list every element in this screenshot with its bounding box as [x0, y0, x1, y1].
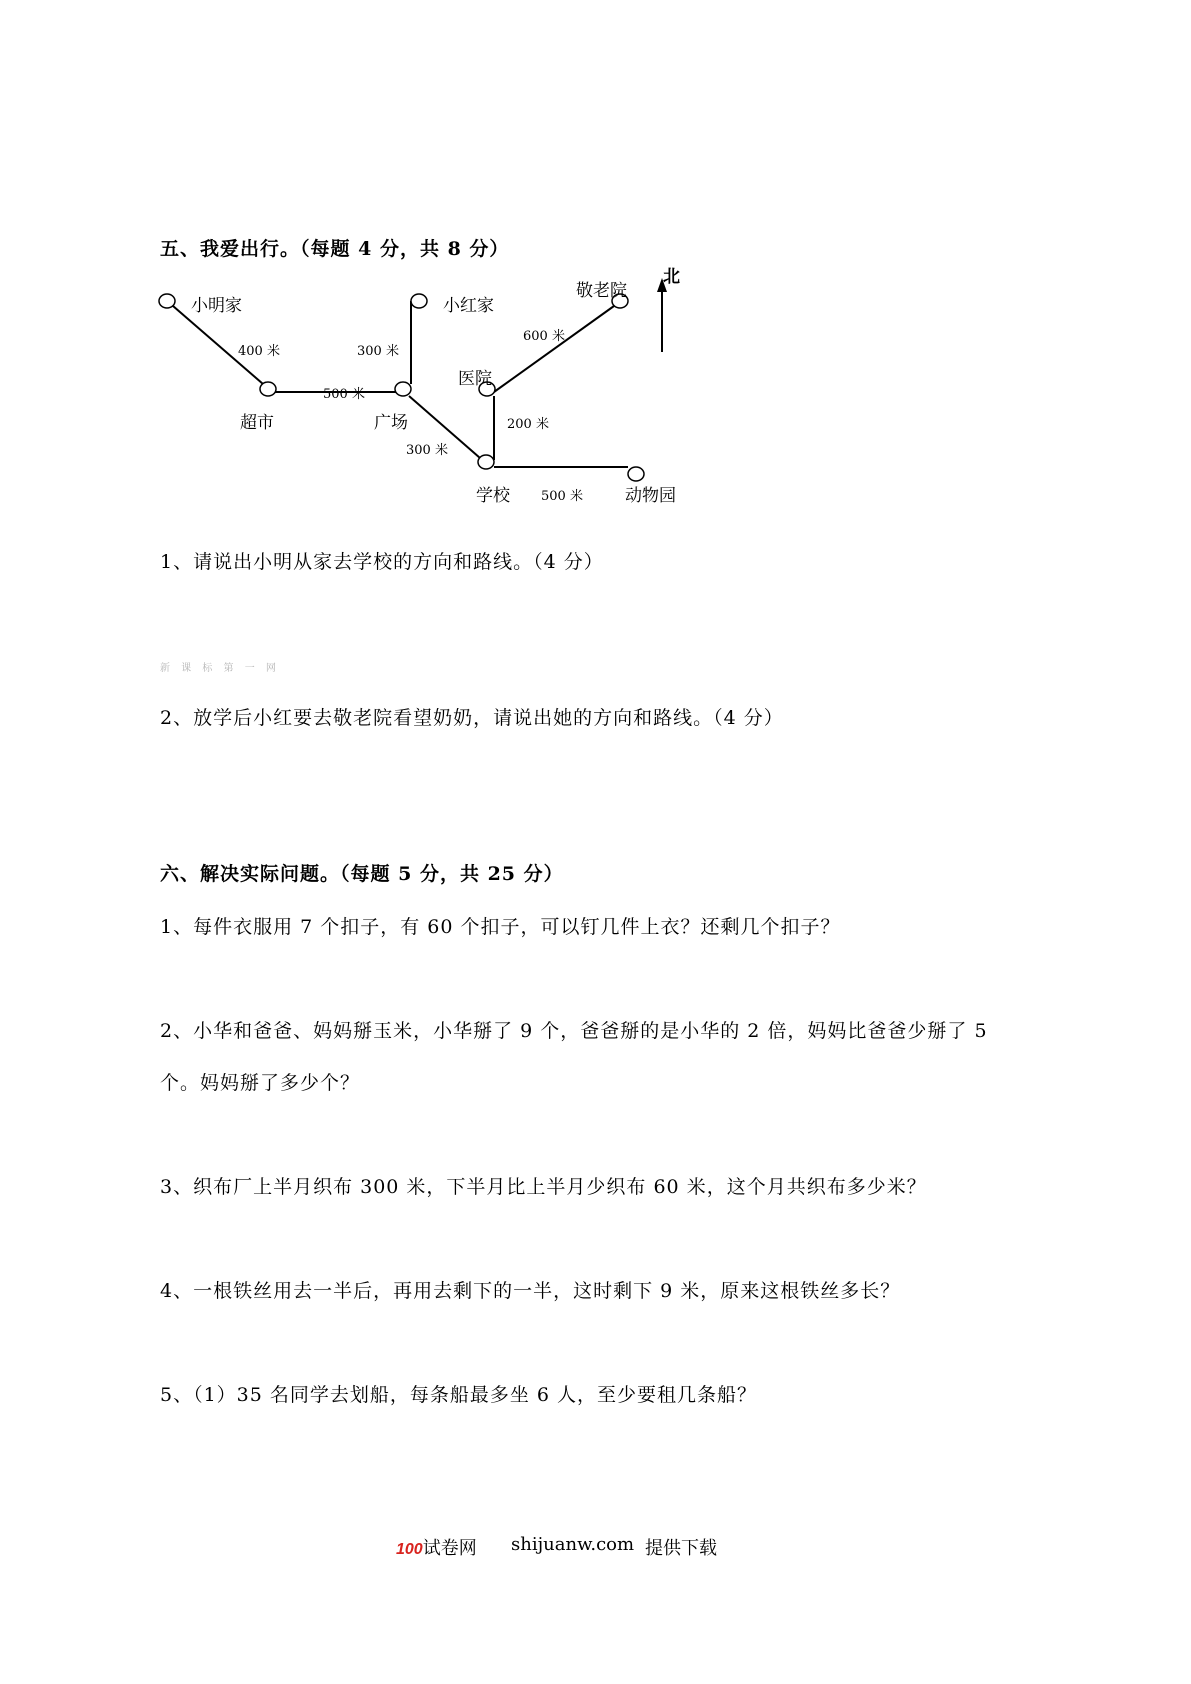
section-6-question-5: 5、（1）35 名同学去划船，每条船最多坐 6 人，至少要租几条船？ [160, 1384, 758, 1406]
north-label: 北 [663, 267, 680, 287]
node-xiaoming-home [159, 294, 175, 308]
label-school: 学校 [476, 486, 510, 506]
watermark: 新 课 标 第 一 网 [160, 663, 280, 674]
label-square: 广场 [374, 413, 408, 433]
distance-supermarket-square: 500 米 [323, 387, 365, 402]
footer-site-name: 试卷网 [422, 1538, 477, 1559]
node-supermarket [260, 382, 276, 396]
node-zoo [628, 467, 644, 481]
section-6-question-2-line-2: 个。妈妈掰了多少个？ [160, 1072, 361, 1094]
footer-download-note: 提供下载 [645, 1538, 717, 1559]
footer-brand [396, 1534, 477, 1560]
distance-square-school: 300 米 [406, 443, 448, 458]
label-xiaoming-home: 小明家 [191, 296, 242, 316]
label-xiaohong-home: 小红家 [443, 296, 494, 316]
distance-hospital-school: 200 米 [507, 417, 549, 432]
label-supermarket: 超市 [240, 413, 274, 433]
label-hospital: 医院 [458, 369, 492, 389]
node-school [478, 455, 494, 469]
distance-home-supermarket: 400 米 [238, 344, 280, 359]
section-5-question-2: 2、放学后小红要去敬老院看望奶奶，请说出她的方向和路线。（4 分） [160, 707, 784, 729]
section-6-question-2-line-1: 2、小华和爸爸、妈妈掰玉米，小华掰了 9 个，爸爸掰的是小华的 2 倍，妈妈比爸爸少掰了 5 [160, 1020, 988, 1042]
section-5-question-1: 1、请说出小明从家去学校的方向和路线。（4 分） [160, 551, 604, 573]
section-6-question-3: 3、织布厂上半月织布 300 米，下半月比上半月少织布 60 米，这个月共织布多少米？ [160, 1176, 927, 1198]
distance-xiaohong-square: 300 米 [357, 344, 399, 359]
footer-logo-100: 100 [396, 1541, 423, 1558]
distance-hospital-nursing: 600 米 [523, 329, 565, 344]
section-5-heading: 五、我爱出行。（每题 4 分，共 8 分） [160, 238, 510, 260]
node-xiaohong-home [411, 294, 427, 308]
label-nursing-home: 敬老院 [576, 281, 627, 301]
footer-url[interactable]: shijuanw.com [511, 1534, 635, 1555]
road-hospital-nursing [494, 306, 614, 392]
node-square [395, 382, 411, 396]
distance-school-zoo: 500 米 [541, 489, 583, 504]
section-6-question-1: 1、每件衣服用 7 个扣子，有 60 个扣子，可以钉几件上衣？还剩几个扣子？ [160, 916, 841, 938]
section-6-question-4: 4、一根铁丝用去一半后，再用去剩下的一半，这时剩下 9 米，原来这根铁丝多长？ [160, 1280, 901, 1302]
label-zoo: 动物园 [625, 486, 676, 506]
section-6-heading: 六、解决实际问题。（每题 5 分，共 25 分） [160, 863, 564, 885]
